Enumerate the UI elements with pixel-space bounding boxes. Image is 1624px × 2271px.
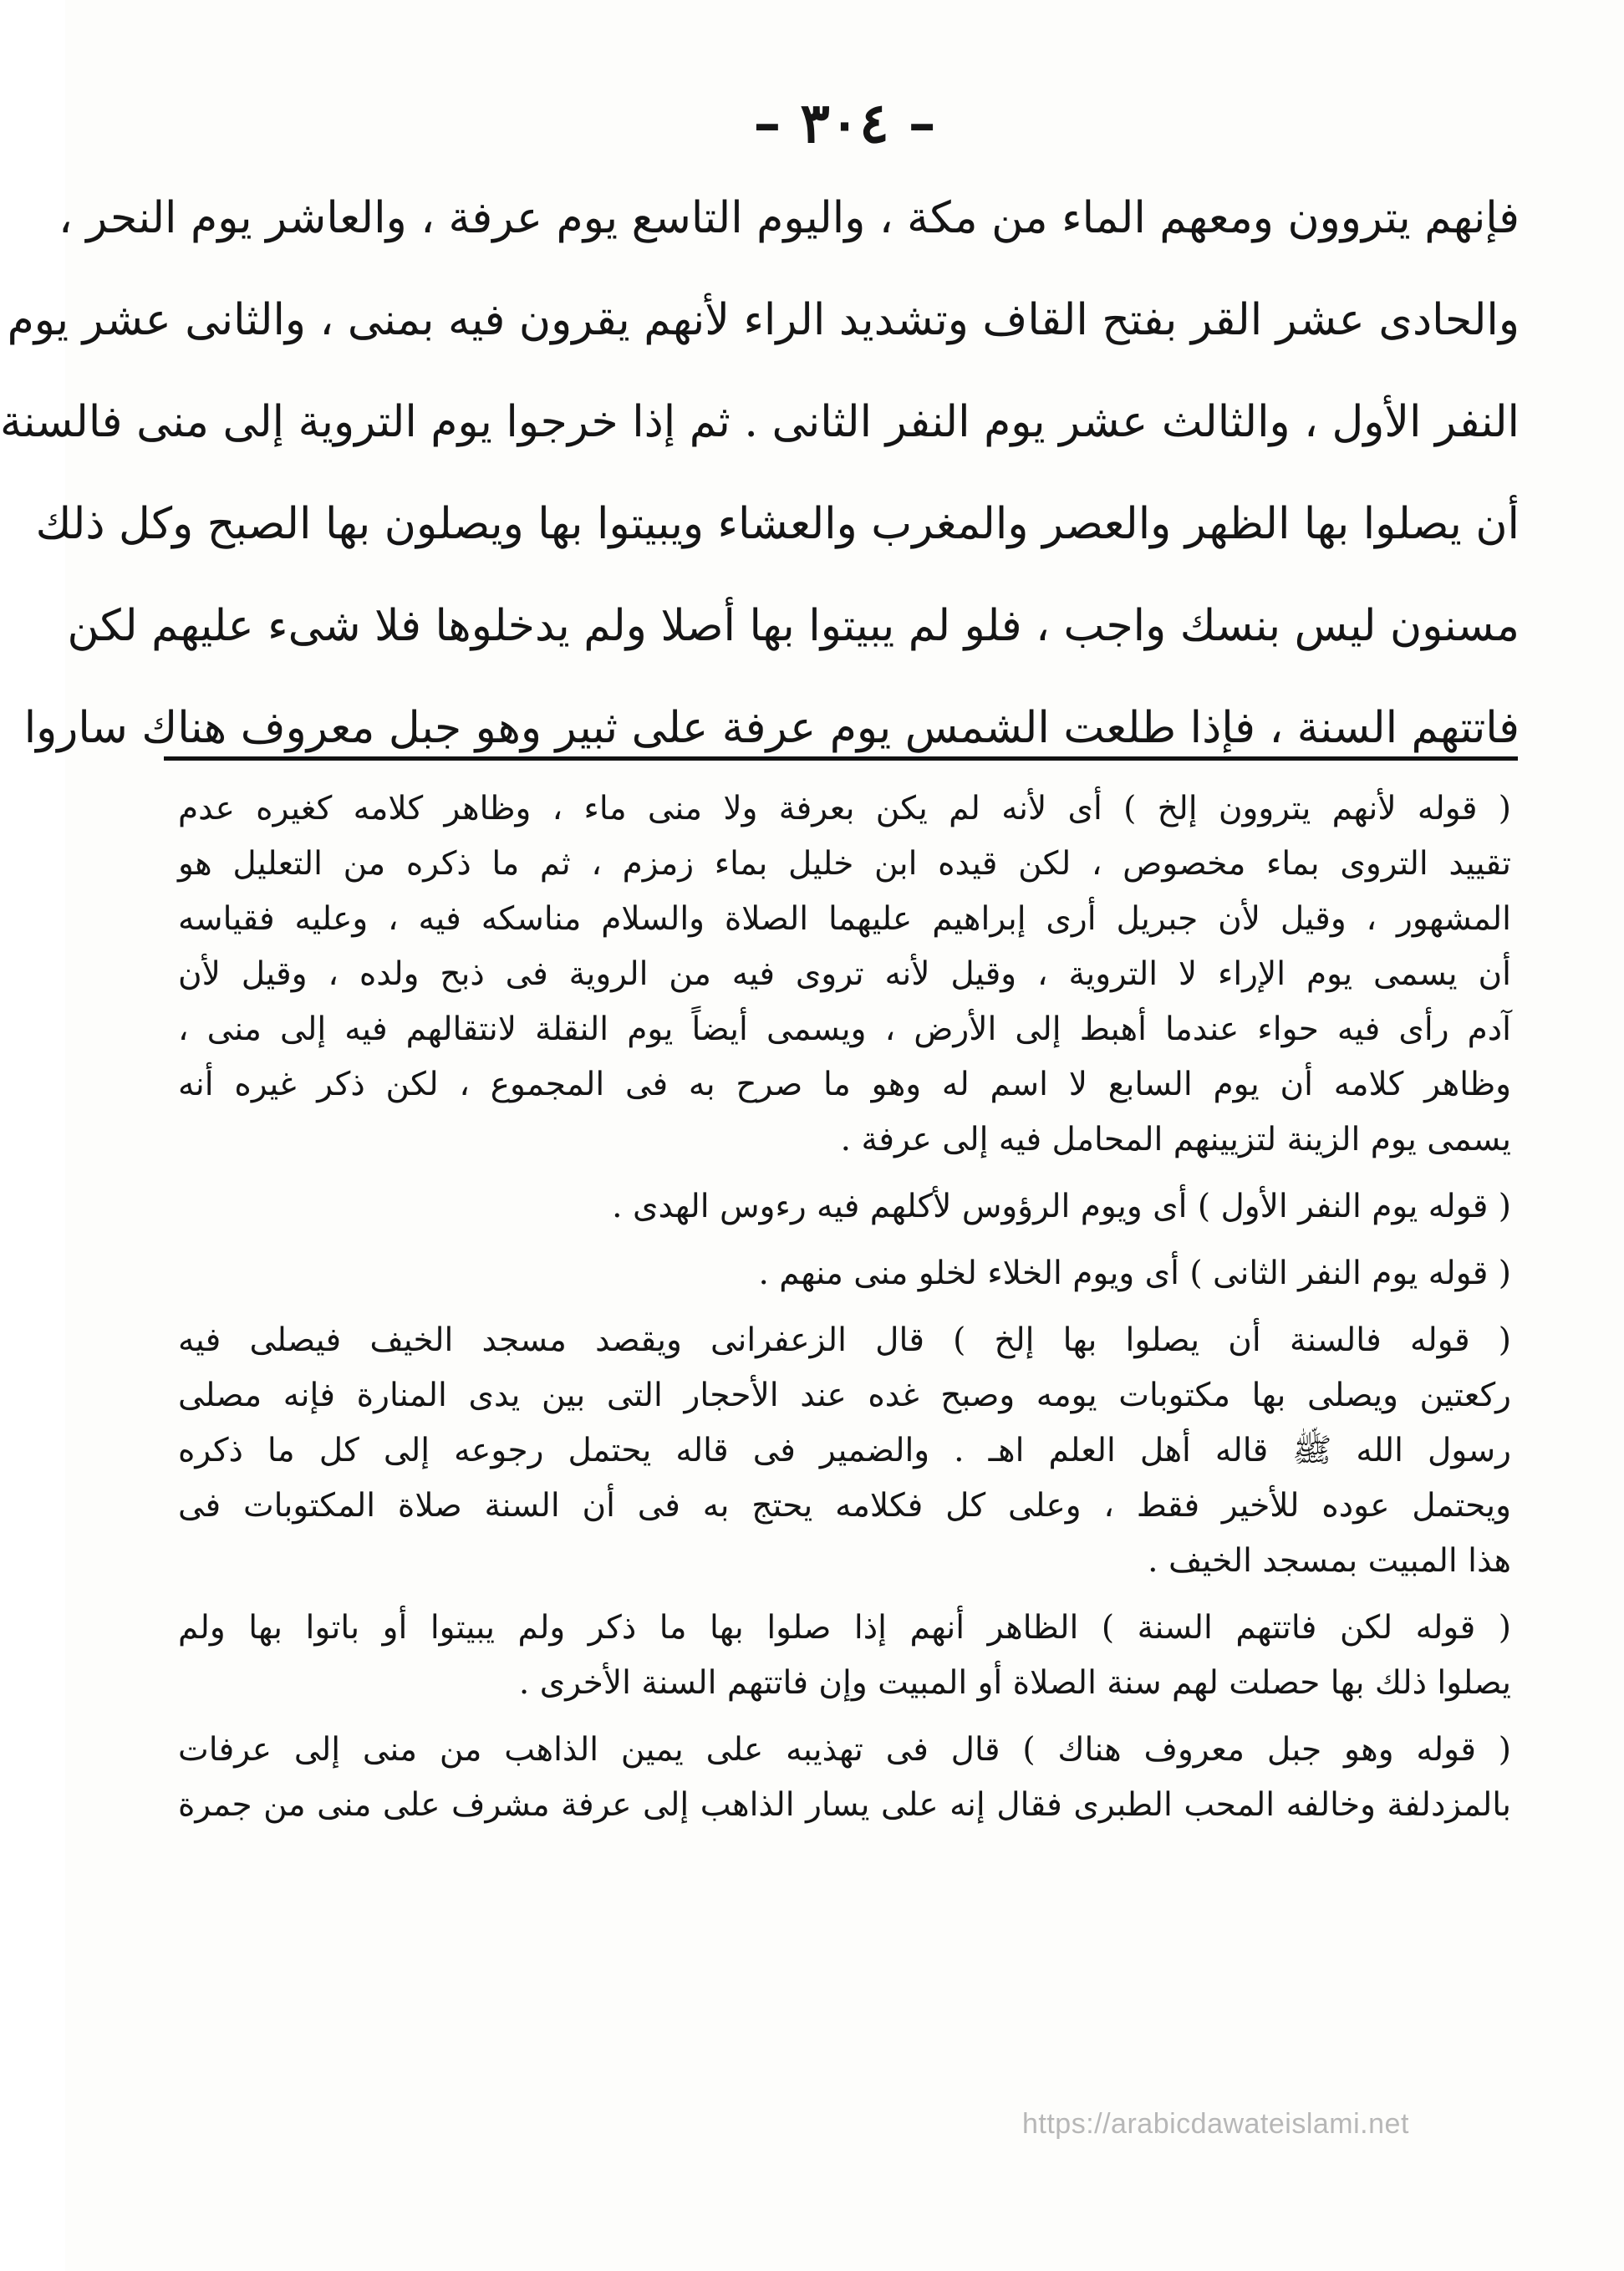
main-text-line: والحادى عشر القر بفتح القاف وتشديد الراء لأنهم يقرون فيه بمنى ، والثانى عشر يوم bbox=[7, 295, 1520, 345]
footnote-line: رسول الله ﷺ قاله أهل العلم اهـ . والضمير فى قاله يحتمل رجوعه إلى كل ما ذكره bbox=[178, 1432, 1511, 1469]
footnote-line: ( قوله يوم النفر الأول ) أى ويوم الرؤوس لأكلهم فيه رءوس الهدى . bbox=[612, 1188, 1511, 1225]
footnote-line: أن يسمى يوم الإراء لا التروية ، وقيل لأنه تروى فيه من الروية فى ذبح ولده ، وقيل لأن bbox=[178, 955, 1511, 993]
footnote-line: آدم رأى فيه حواء عندما أهبط إلى الأرض ، ويسمى أيضاً يوم النقلة لانتقالهم فيه إلى منى ، bbox=[178, 1011, 1511, 1048]
website-watermark: https://arabicdawateislami.net bbox=[1022, 2108, 1409, 2140]
footnote-line: ( قوله فالسنة أن يصلوا بها إلخ ) قال الزعفرانى ويقصد مسجد الخيف فيصلى فيه bbox=[178, 1321, 1511, 1359]
footnote-line: المشهور ، وقيل لأن جبريل أرى إبراهيم عليهما الصلاة والسلام مناسكه فيه ، وعليه فقياسه bbox=[178, 900, 1511, 938]
main-text-line: النفر الأول ، والثالث عشر يوم النفر الثانى . ثم إذا خرجوا يوم التروية إلى منى فالسنة bbox=[0, 397, 1520, 447]
footnote bbox=[178, 782, 1511, 1168]
footnote-line: بالمزدلفة وخالفه المحب الطبرى فقال إنه على يسار الذاهب إلى عرفة مشرف على منى من جمرة bbox=[178, 1786, 1511, 1824]
page-number: – ٣٠٤ – bbox=[753, 90, 936, 155]
footnote-line: يسمى يوم الزينة لتزيينهم المحامل فيه إلى عرفة . bbox=[840, 1121, 1511, 1158]
footnote-line: ( قوله لكن فاتتهم السنة ) الظاهر أنهم إذا صلوا بها ما ذكر ولم يبيتوا أو باتوا بها ولم bbox=[178, 1609, 1511, 1647]
main-text-line: أن يصلوا بها الظهر والعصر والمغرب والعشاء ويبيتوا بها ويصلون بها الصبح وكل ذلك bbox=[35, 499, 1520, 549]
footnote-line: ( قوله لأنهم يتروون إلخ ) أى لأنه لم يكن بعرفة ولا منى ماء ، وظاهر كلامه كغيره عدم bbox=[178, 790, 1511, 827]
footnotes-block bbox=[178, 782, 1511, 1845]
footnote bbox=[178, 1601, 1511, 1711]
footnote-line: يصلوا ذلك بها حصلت لهم سنة الصلاة أو المبيت وإن فاتتهم السنة الأخرى . bbox=[518, 1664, 1511, 1702]
footnote-line: ركعتين ويصلى بها مكتوبات يومه وصبح غده عند الأحجار التى بين يدى المنارة فإنه مصلى bbox=[178, 1377, 1511, 1414]
footnote bbox=[178, 1179, 1511, 1235]
main-text-line: فإنهم يتروون ومعهم الماء من مكة ، واليوم التاسع يوم عرفة ، والعاشر يوم النحر ، bbox=[58, 193, 1520, 243]
main-text-line: فاتتهم السنة ، فإذا طلعت الشمس يوم عرفة على ثبير وهو جبل معروف هناك ساروا bbox=[23, 703, 1520, 753]
footnote-line: هذا المبيت بمسجد الخيف . bbox=[1148, 1542, 1511, 1580]
footnote bbox=[178, 1313, 1511, 1589]
footnote-line: ( قوله وهو جبل معروف هناك ) قال فى تهذيبه على يمين الذاهب من منى إلى عرفات bbox=[178, 1731, 1511, 1769]
footnote bbox=[178, 1723, 1511, 1833]
section-divider bbox=[164, 756, 1518, 761]
footnote-line: ( قوله يوم النفر الثانى ) أى ويوم الخلاء لخلو منى منهم . bbox=[758, 1255, 1511, 1292]
main-text-block bbox=[0, 167, 1520, 779]
footnote-line: تقييد التروى بماء مخصوص ، لكن قيده ابن خليل بماء زمزم ، ثم ما ذكره من التعليل هو bbox=[178, 845, 1511, 883]
footnote bbox=[178, 1246, 1511, 1301]
main-text-line: مسنون ليس بنسك واجب ، فلو لم يبيتوا بها أصلا ولم يدخلوها فلا شىء عليهم لكن bbox=[67, 601, 1520, 651]
footnote-line: ويحتمل عوده للأخير فقط ، وعلى كل فكلامه يحتج به فى أن السنة صلاة المكتوبات فى bbox=[178, 1487, 1511, 1525]
footnote-line: وظاهر كلامه أن يوم السابع لا اسم له وهو ما صرح به فى المجموع ، لكن ذكر غيره أنه bbox=[178, 1066, 1511, 1103]
